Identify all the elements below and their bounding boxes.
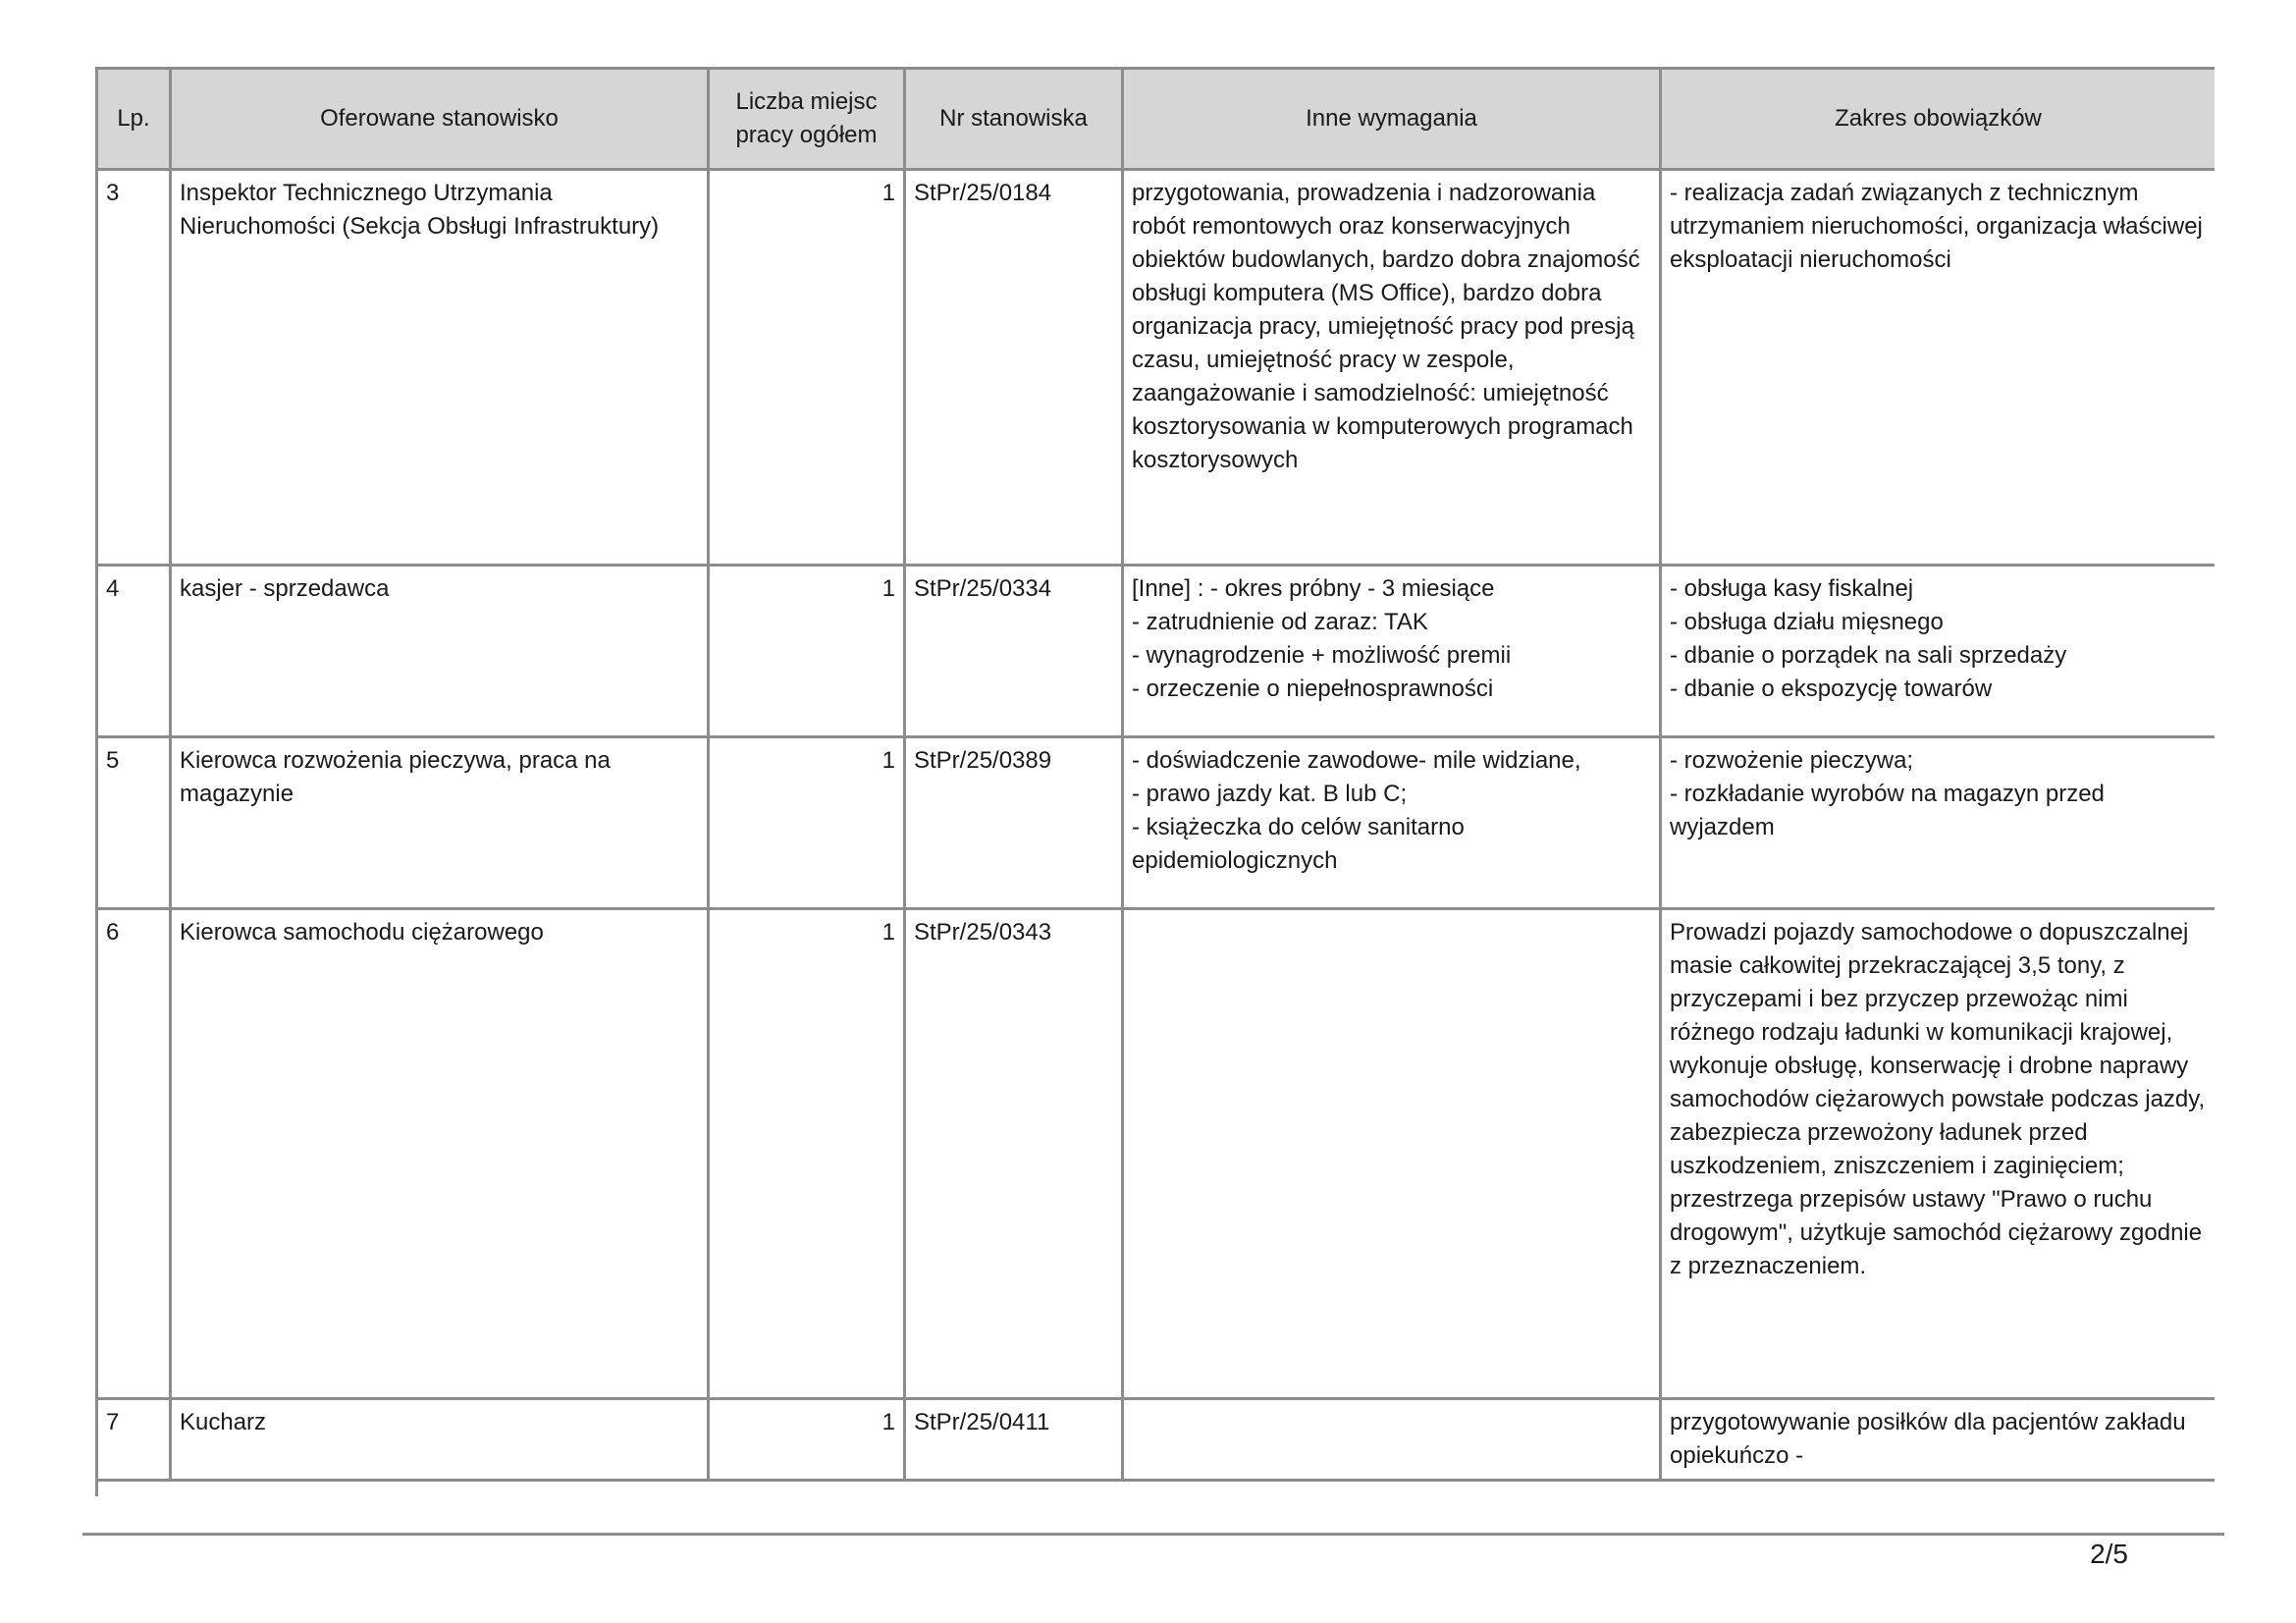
cell-lp: 5: [97, 737, 171, 909]
cell-position: Inspektor Technicznego Utrzymania Nieruchomości (Sekcja Obsługi Infrastruktury): [171, 170, 709, 566]
duties-line: przygotowywanie posiłków dla pacjentów zakładu opiekuńczo -: [1670, 1409, 2186, 1469]
cell-lp: 7: [97, 1399, 171, 1481]
cell-continuation: [97, 1481, 2216, 1497]
table-row-continuation: [97, 1481, 2216, 1497]
requirements-line: [Inne] : - okres próbny - 3 miesiące: [1132, 575, 1495, 602]
duties-line: - obsługa działu mięsnego: [1670, 609, 1944, 635]
table-header-row: [97, 69, 2216, 170]
cell-offer-number: StPr/25/0411: [905, 1399, 1123, 1481]
cell-position: Kierowca rozwożenia pieczywa, praca na magazynie: [171, 737, 709, 909]
requirements-line: - orzeczenie o niepełnosprawności: [1132, 676, 1494, 702]
table-row: [97, 566, 2216, 737]
cell-offer-number: StPr/25/0343: [905, 909, 1123, 1399]
cell-duties: [1661, 737, 2216, 909]
footer-divider: [82, 1533, 2224, 1536]
requirements-line: przygotowania, prowadzenia i nadzorowania robót remontowych oraz konserwacyjnych obiektów budowlanych, bardzo dobra znajomość obsługi komputera (MS Office), bardzo dobra organizacja pracy, umiejętność pracy pod presją czasu, umiejętność pracy w zespole, zaangażowanie i samodzielność: umiejętność kosztorysowania w komputerowych programach kosztorysowych: [1132, 180, 1640, 473]
header-vacancy-count: [709, 69, 905, 170]
cell-vacancy-count: 1: [709, 737, 905, 909]
cell-requirements: [1123, 737, 1661, 909]
requirements-line: - doświadczenie zawodowe- mile widziane,: [1132, 747, 1581, 774]
requirements-line: - zatrudnienie od zaraz: TAK: [1132, 609, 1428, 635]
cell-offer-number: StPr/25/0334: [905, 566, 1123, 737]
cell-requirements: [1123, 1399, 1661, 1481]
cell-duties: [1661, 1399, 2216, 1481]
cell-vacancy-count: 1: [709, 1399, 905, 1481]
table-row: [97, 1399, 2216, 1481]
header-vacancy-count-line2: pracy ogółem: [735, 122, 878, 148]
requirements-line: - prawo jazdy kat. B lub C;: [1132, 781, 1408, 807]
cell-offer-number: StPr/25/0184: [905, 170, 1123, 566]
header-position: Oferowane stanowisko: [171, 69, 709, 170]
cell-requirements: [1123, 909, 1661, 1399]
header-vacancy-count-line1: Liczba miejsc: [735, 88, 878, 115]
cell-vacancy-count: 1: [709, 566, 905, 737]
cell-position: Kucharz: [171, 1399, 709, 1481]
duties-line: - dbanie o ekspozycję towarów: [1670, 676, 1993, 702]
cell-offer-number: StPr/25/0389: [905, 737, 1123, 909]
cell-position: kasjer - sprzedawca: [171, 566, 709, 737]
header-requirements: Inne wymagania: [1123, 69, 1661, 170]
cell-vacancy-count: 1: [709, 909, 905, 1399]
header-lp: Lp.: [97, 69, 171, 170]
cell-lp: 4: [97, 566, 171, 737]
cell-requirements: [1123, 170, 1661, 566]
duties-line: - rozkładanie wyrobów na magazyn przed wyjazdem: [1670, 781, 2105, 840]
cell-vacancy-count: 1: [709, 170, 905, 566]
cell-duties: [1661, 566, 2216, 737]
table-row: [97, 909, 2216, 1399]
requirements-line: - wynagrodzenie + możliwość premii: [1132, 642, 1512, 669]
cell-lp: 6: [97, 909, 171, 1399]
cell-requirements: [1123, 566, 1661, 737]
cell-lp: 3: [97, 170, 171, 566]
duties-line: - dbanie o porządek na sali sprzedaży: [1670, 642, 2067, 669]
table-row: [97, 737, 2216, 909]
duties-line: - realizacja zadań związanych z technicznym utrzymaniem nieruchomości, organizacja właściwej eksploatacji nieruchomości: [1670, 180, 2203, 273]
duties-line: - rozwożenie pieczywa;: [1670, 747, 1914, 774]
duties-line: Prowadzi pojazdy samochodowe o dopuszczalnej masie całkowitej przekraczającej 3,5 tony, z przyczepami i bez przyczep przewożąc nimi różnego rodzaju ładunki w komunikacji krajowej, wykonuje obsługę, konserwację i drobne naprawy samochodów ciężarowych powstałe podczas jazdy, zabezpiecza przewożony ładunek przed uszkodzeniem, zniszczeniem i zaginięciem; przestrzega przepisów ustawy "Prawo o ruchu drogowym", użytkuje samochód ciężarowy zgodnie z przeznaczeniem.: [1670, 919, 2206, 1279]
cell-duties: [1661, 909, 2216, 1399]
header-offer-number: Nr stanowiska: [905, 69, 1123, 170]
duties-line: - obsługa kasy fiskalnej: [1670, 575, 1914, 602]
table-row: [97, 170, 2216, 566]
page-number: 2/5: [2090, 1539, 2128, 1569]
job-offers-table: [95, 67, 2215, 1496]
cell-position: Kierowca samochodu ciężarowego: [171, 909, 709, 1399]
job-offers-table-container: [95, 67, 2215, 1496]
cell-duties: [1661, 170, 2216, 566]
requirements-line: - książeczka do celów sanitarno epidemiologicznych: [1132, 814, 1465, 874]
header-duties: Zakres obowiązków: [1661, 69, 2216, 170]
